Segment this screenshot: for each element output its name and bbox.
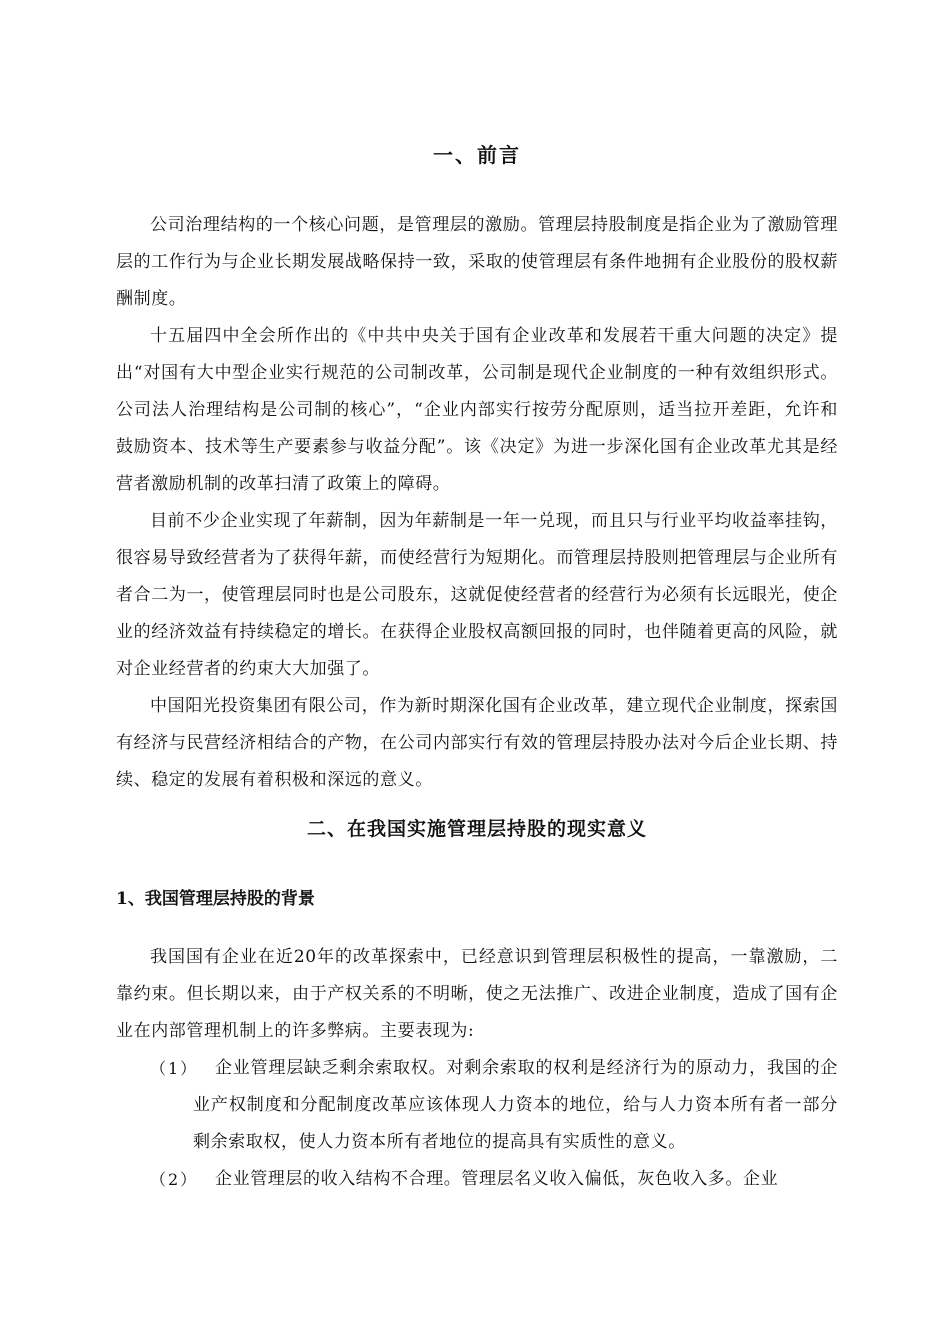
subsection-title-background: 1、我国管理层持股的背景 — [116, 889, 315, 909]
spacer — [116, 919, 838, 939]
paragraph: 十五届四中全会所作出的《中共中央关于国有企业改革和发展若干重大问题的决定》提出“对国有大中型企业实行规范的公司制改革，公司制是现代企业制度的一种有效组织形式。公司法人治理结构是公司制的核心”，“企业内部实行按劳分配原则，适当拉开差距，允许和鼓励资本、技术等生产要素参与收益分配”。该《决定》为进一步深化国有企业改革尤其是经营者激励机制的改革扫清了政策上的障碍。 — [116, 326, 838, 494]
paragraph: 目前不少企业实现了年薪制，因为年薪制是一年一兑现，而且只与行业平均收益率挂钩，很容易导致经营者为了获得年薪，而使经营行为短期化。而管理层持股则把管理层与企业所有者合二为一，使管理层同时也是公司股东，这就促使经营者的经营行为必须有长远眼光，使企业的经济效益有持续稳定的增长。在获得企业股权高额回报的同时，也伴随着更高的风险，就对企业经营者的约束大大加强了。 — [116, 511, 838, 679]
list-item — [116, 1050, 838, 1161]
document-content — [116, 135, 838, 1198]
list-item — [116, 1161, 838, 1198]
list-item-text: 企业管理层缺乏剩余索取权。对剩余索取的权利是经济行为的原动力，我国的企业产权制度和分配制度改革应该体现人力资本的地位，给与人力资本所有者一部分剩余索取权，使人力资本所有者地位的提高具有实质性的意义。 — [193, 1058, 838, 1152]
paragraph: 我国国有企业在近20年的改革探索中，已经意识到管理层积极性的提高，一靠激励，二靠约束。但长期以来，由于产权关系的不明晰，使之无法推广、改进企业制度，造成了国有企业在内部管理机制上的许多弊病。主要表现为: — [116, 947, 838, 1041]
section-title-significance: 二、在我国实施管理层持股的现实意义 — [306, 818, 647, 840]
section-title-preface: 一、前言 — [433, 143, 521, 167]
list-item-number: （2） — [150, 1170, 199, 1189]
list-item-number: （1） — [150, 1059, 199, 1078]
list-item-text: 企业管理层的收入结构不合理。管理层名义收入偏低，灰色收入多。企业 — [215, 1169, 779, 1189]
paragraph: 中国阳光投资集团有限公司，作为新时期深化国有企业改革，建立现代企业制度，探索国有经济与民营经济相结合的产物，在公司内部实行有效的管理层持股办法对今后企业长期、持续、稳定的发展有着积极和深远的意义。 — [116, 696, 838, 790]
paragraph: 公司治理结构的一个核心问题，是管理层的激励。管理层持股制度是指企业为了激励管理层的工作行为与企业长期发展战略保持一致，采取的使管理层有条件地拥有企业股份的股权薪酬制度。 — [116, 215, 838, 309]
spacer — [116, 175, 838, 207]
